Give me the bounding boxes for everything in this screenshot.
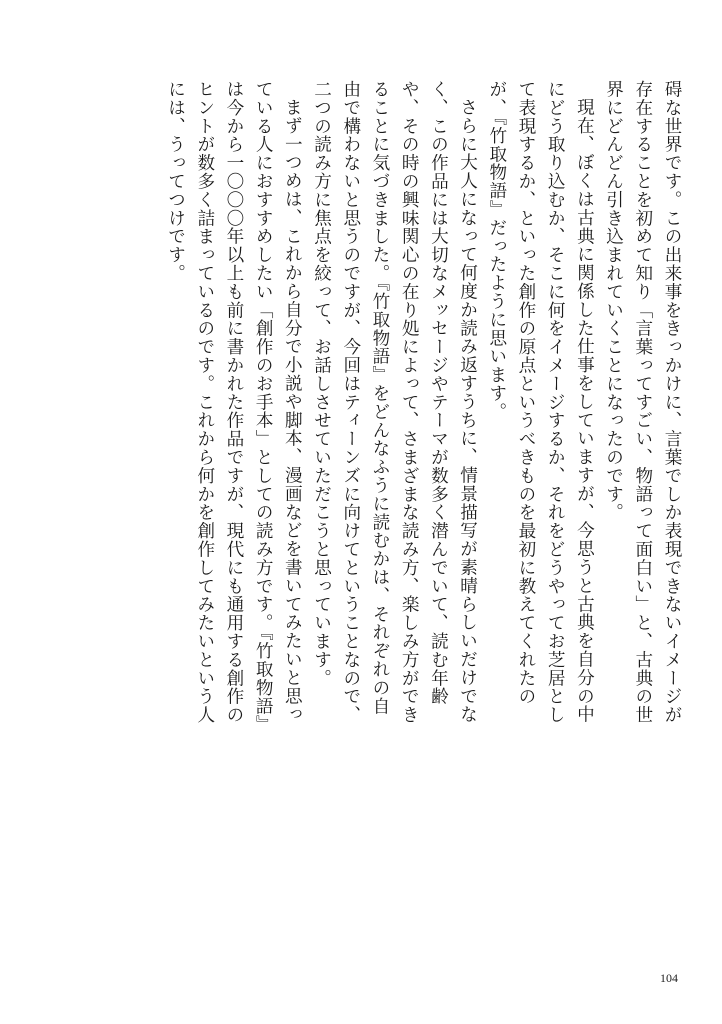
paragraph-2: 現在、ぼくは古典に関係した仕事をしていますが、今思うと古典を自分の中にどう取り込むか、そこに何をイメージするか、それをどうやってお芝居として表現するか、といった創作の原点というべきものを最初に教えてくれたのが、『竹取物語』だったように思います。 [486,80,595,724]
page-number: 104 [660,971,678,985]
paragraph-3: さらに大人になって何度か読み返すうちに、情景描写が素晴らしいだけでなく、この作品には大切なメッセージやテーマが数多く潜んでいて、読む年齢や、その時の興味関心の在り処によって、さまざまな読み方、楽しみ方ができることに気づきました。『竹取物語』をどんなふうに読むかは、それぞれの自由で構わないと思うのですが、今回はティーンズに向けてということなので、二つの読み方に焦点を絞って、お話しさせていただこうと思っています。 [311,80,478,724]
paragraph-4: まず一つめは、これから自分で小説や脚本、漫画などを書いてみたいと思っている人におすすめしたい「創作のお手本」としての読み方です。『竹取物語』は今から一〇〇〇年以上も前に書かれた作品ですが、現代にも通用する創作のヒントが数多く詰まっているのです。これから何かを創作してみたいという人には、うってつけです。 [165,80,303,725]
vertical-text-body [126,80,686,730]
paragraph-1: 碍な世界です。この出来事をきっかけに、言葉でしか表現できないイメージが存在することを初めて知り「言葉ってすごい、物語って面白い」と、古典の世界にどんどん引き込まれていくことになったのです。 [603,80,682,724]
